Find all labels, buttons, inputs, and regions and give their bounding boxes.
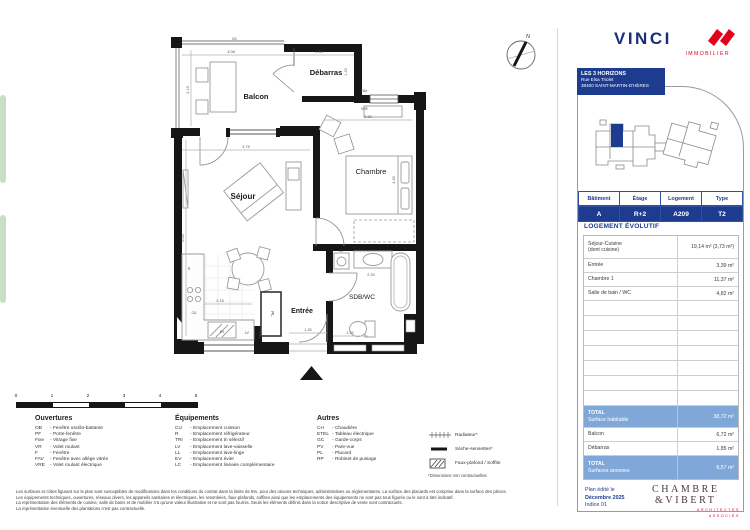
- vinci-logo-svg: [612, 22, 744, 60]
- legend-label: - Emplacement évier: [190, 457, 234, 462]
- svg-text:CU: CU: [191, 311, 197, 315]
- legend-label: - Fenêtre oscillo-battante: [50, 426, 103, 431]
- scale-tick: 4: [158, 394, 162, 399]
- legend-label: - Garde-corps: [332, 438, 362, 443]
- surface-value: 4,82 m²: [716, 290, 734, 297]
- legend-label: - Emplacement lave-linge: [190, 451, 244, 456]
- disclaimer-line: La représentation des éléments de cuisine, salle de bains et de mobilier n'a qu'une valeur illustrative et ne sont pas fournis. Seuls les éléments définis dans la notice descriptive de vente sont contractuels.: [16, 500, 403, 505]
- legend-title: Ouvertures: [35, 415, 73, 422]
- legend-equipements: [175, 415, 275, 469]
- landscape-strip: [0, 95, 6, 183]
- legend-abbr: Fixe: [35, 438, 45, 444]
- scale-tick: 2: [86, 394, 90, 399]
- empty-row: [584, 345, 738, 360]
- disclaimer: [16, 489, 561, 511]
- svg-text:R: R: [187, 267, 191, 271]
- annexe-label: Débarras: [588, 445, 610, 452]
- edition-line1: Plan édité le: [585, 487, 615, 493]
- svg-text:4.30: 4.30: [392, 176, 396, 184]
- svg-text:FAV: FAV: [361, 89, 367, 93]
- legend-abbr: FAV: [35, 457, 44, 463]
- scale-tick: 5: [194, 394, 198, 399]
- project-address-line1: Rue Elsa Triolet: [581, 77, 614, 83]
- svg-text:1.54: 1.54: [315, 50, 323, 54]
- project-name: LES 3 HORIZONS: [581, 71, 626, 77]
- surface-row: [584, 286, 738, 300]
- legend-title: Autres: [317, 415, 340, 422]
- surface-label: Séjour-Cuisine: [588, 240, 623, 247]
- unit-value-logement: A209: [660, 206, 702, 222]
- room-label-balcon: Balcon: [243, 92, 269, 101]
- legend-abbr: CU: [175, 426, 182, 431]
- vinci-immobilier-label: IMMOBILIER: [685, 51, 730, 57]
- legend-label: - Emplacement linéaire complémentaire: [190, 463, 275, 468]
- radiator-icon: [428, 431, 455, 439]
- surface-value: 19,14 m² (3,73 m²): [691, 244, 734, 250]
- legend-note: *Dimensions non contractuelles: [428, 473, 487, 478]
- legend-label: - Placard: [332, 451, 351, 456]
- surface-sublabel: (dont cuisine): [588, 247, 620, 253]
- legend-abbr: LV: [175, 444, 181, 450]
- surface-row: [584, 272, 738, 286]
- architect-name-line1: CHAMBRE: [652, 484, 720, 495]
- unit-value-batiment: A: [578, 206, 620, 222]
- svg-text:2.15: 2.15: [216, 299, 224, 303]
- legend-label: - Volet roulant électrique: [50, 463, 102, 468]
- architect-sub-line2: ASSOCIÉS: [708, 513, 740, 518]
- unit-value-type: T2: [701, 206, 743, 222]
- vinci-mark-icon: [708, 29, 735, 46]
- disclaimer-line: Les équipements techniques, ouvertures, réseaux divers, les appareils sanitaires et électriques, les retombées, faux-plafonds, soffites ainsi que les emplacements des équipements ne sont pas tous figurés ou le sont à titre indicatif.: [16, 494, 454, 500]
- legend-label: - Vitrage fixe: [50, 438, 77, 443]
- svg-text:VRE: VRE: [361, 107, 368, 111]
- surface-label: Salle de bain / WC: [588, 290, 631, 297]
- surface-label: Entrée: [588, 262, 604, 269]
- unit-header-etage: Étage: [619, 191, 661, 206]
- legend-abbr: R: [175, 432, 179, 438]
- surface-value: 11,37 m²: [713, 276, 734, 283]
- project-address-box: [577, 68, 665, 95]
- highlighted-unit: [611, 124, 623, 147]
- legend-abbr: LC: [175, 463, 182, 469]
- surface-row: [584, 236, 738, 258]
- empty-row: [584, 360, 738, 375]
- legend-abbr: TRI: [175, 438, 183, 444]
- unit-value-etage: R+2: [619, 206, 661, 222]
- svg-text:LV: LV: [245, 331, 249, 335]
- legend-label: - Tableau électrique: [332, 432, 374, 437]
- symbol-label: Faux-plafond / Soffite: [455, 460, 501, 466]
- unit-header-batiment: Bâtiment: [578, 191, 620, 206]
- edition-date: Décembre 2025: [585, 494, 625, 501]
- legend-abbr: PF: [35, 432, 42, 438]
- total-sublabel: Surfaces annexes: [588, 467, 630, 474]
- unit-header-type: Type: [701, 191, 743, 206]
- svg-text:EV: EV: [219, 330, 225, 334]
- room-label-sdb: SDB/WC: [349, 294, 375, 301]
- vinci-logo: [612, 22, 744, 60]
- legend-abbr: OB: [35, 426, 42, 431]
- legend-abbr: ETEL: [317, 432, 329, 438]
- legend-label: - Robinet de puisage: [332, 457, 376, 462]
- landscape-strip: [0, 215, 6, 303]
- total-annexes-row: [584, 455, 738, 479]
- scale-bar-segments: [16, 402, 198, 408]
- legend-label: - Chaudière: [332, 426, 357, 431]
- annexe-row: [584, 427, 738, 441]
- svg-text:2.20: 2.20: [367, 273, 375, 277]
- legend-abbr: VRE: [35, 463, 45, 469]
- legend-abbr: CH: [317, 426, 324, 431]
- total-label: TOTAL: [588, 410, 605, 417]
- legend-abbr: VR: [35, 444, 42, 450]
- wall-recess: [406, 320, 415, 332]
- unit-table: [578, 191, 743, 222]
- empty-row: [584, 300, 738, 315]
- hatched-box-icon: [428, 458, 455, 469]
- disclaimer-line: Les surfaces et côtes figurant sur le plan sont susceptibles de modifications dans les conditions du contrat dans la limite de 5%, pour des raisons techniques, administratives ou réglementaires. La surface des placards est comprise dans la surface des pièces.: [16, 489, 507, 494]
- total-value: 38,72 m²: [713, 413, 734, 420]
- faux-plafond-zone: [354, 220, 414, 242]
- unit-table-header-row: [578, 191, 743, 206]
- info-panel: [577, 86, 744, 518]
- legend-label: - Porte-fenêtre: [50, 432, 81, 437]
- scale-bar: [16, 394, 200, 410]
- architect-name-line2: &VIBERT: [655, 494, 717, 506]
- scale-tick: 0: [14, 394, 18, 399]
- annexe-value: 1,85 m²: [716, 445, 734, 452]
- legend-abbr: PL: [317, 450, 323, 456]
- room-label-entree: Entrée: [291, 308, 313, 315]
- svg-text:N: N: [526, 34, 530, 40]
- annexe-value: 6,72 m²: [716, 431, 734, 438]
- total-value: 8,57 m²: [716, 464, 734, 471]
- svg-text:2.13: 2.13: [186, 86, 190, 94]
- scale-tick: 3: [122, 394, 126, 399]
- legend-label: - Emplacement tri sélectif: [190, 438, 244, 443]
- legend-title: Équipements: [175, 415, 219, 422]
- room-label-sejour: Séjour: [230, 192, 256, 201]
- unit-table-value-row: [578, 206, 743, 222]
- legend-abbr: RP: [317, 457, 324, 463]
- disclaimer-line: La représentation éventuelle des plantations n'est pas contractuelle.: [16, 505, 146, 511]
- north-compass-icon: [507, 34, 535, 69]
- legend-label: - Pare-vue: [332, 445, 354, 450]
- room-label-debarras: Débarras: [309, 68, 343, 77]
- empty-row: [584, 330, 738, 345]
- entrance-arrow-icon: [300, 366, 323, 380]
- edition-block: [585, 487, 625, 510]
- scale-tick: 1: [50, 394, 54, 399]
- svg-text:GC: GC: [232, 37, 237, 41]
- svg-text:3.08: 3.08: [227, 50, 235, 54]
- total-sublabel: Surface habitable: [588, 416, 629, 423]
- total-label: TOTAL: [588, 461, 605, 468]
- empty-row: [584, 390, 738, 405]
- legend-symbol-faux-plafond: [428, 456, 501, 470]
- legend-label: - Fenêtre: [50, 451, 69, 456]
- symbol-label: Radiateur*: [455, 432, 478, 438]
- legend-abbr: F: [35, 450, 38, 456]
- panel-separator-line: [557, 28, 558, 506]
- svg-text:2.82: 2.82: [364, 115, 372, 119]
- legend-symbols: [428, 428, 501, 478]
- legend-abbr: LL: [175, 450, 181, 456]
- svg-text:ETEL: ETEL: [258, 331, 262, 339]
- legend-label: - Volet roulant: [50, 445, 80, 450]
- symbol-label: Sèche-serviettes*: [455, 446, 493, 452]
- annexe-row: [584, 441, 738, 455]
- surface-label: Chambre 1: [588, 276, 614, 283]
- architect-sub-line1: ARCHITECTES: [697, 507, 740, 512]
- empty-row: [584, 375, 738, 390]
- svg-text:1.20: 1.20: [344, 68, 348, 76]
- edition-indice: Indice 01: [585, 502, 607, 509]
- evolutif-label: LOGEMENT ÉVOLUTIF: [584, 223, 660, 230]
- annexe-label: Balcon: [588, 431, 604, 438]
- towel-dryer-icon: [428, 446, 455, 452]
- legend-symbol-radiateur: [428, 428, 501, 442]
- svg-text:1.30: 1.30: [304, 328, 312, 332]
- surface-table: [583, 235, 739, 480]
- site-mini-plan: [584, 107, 738, 187]
- surface-value: 3,39 m²: [716, 262, 734, 269]
- legend-abbr: PV: [317, 444, 324, 450]
- legend-label: - Emplacement lave-vaisselle: [190, 445, 252, 450]
- svg-text:5.05: 5.05: [181, 234, 185, 242]
- legend-ouvertures: [35, 415, 108, 469]
- room-label-chambre: Chambre: [355, 167, 387, 176]
- empty-row: [584, 315, 738, 330]
- svg-text:LL: LL: [339, 249, 343, 253]
- project-address-line2: 38400 SAINT-MARTIN-D'HÈRES: [581, 83, 649, 88]
- legend-autres: [317, 415, 376, 463]
- unit-header-logement: Logement: [660, 191, 702, 206]
- legend-abbr: EV: [175, 457, 182, 463]
- legend-symbol-seche-serviettes: [428, 442, 501, 456]
- svg-text:3.75: 3.75: [242, 145, 250, 149]
- svg-text:1.32: 1.32: [346, 331, 354, 335]
- legend-label: - Fenêtre avec allège vitrée: [50, 457, 108, 462]
- svg-text:PL: PL: [270, 311, 275, 317]
- vinci-wordmark: VINCI: [614, 29, 672, 48]
- legend-abbr: GC: [317, 438, 325, 444]
- surface-row: [584, 258, 738, 272]
- legend-label: - Emplacement cuisson: [190, 426, 240, 431]
- legend-label: - Emplacement réfrigérateur: [190, 432, 250, 437]
- architect-logo: [652, 485, 740, 518]
- floor-plan: [158, 22, 550, 397]
- total-habitable-row: [584, 405, 738, 427]
